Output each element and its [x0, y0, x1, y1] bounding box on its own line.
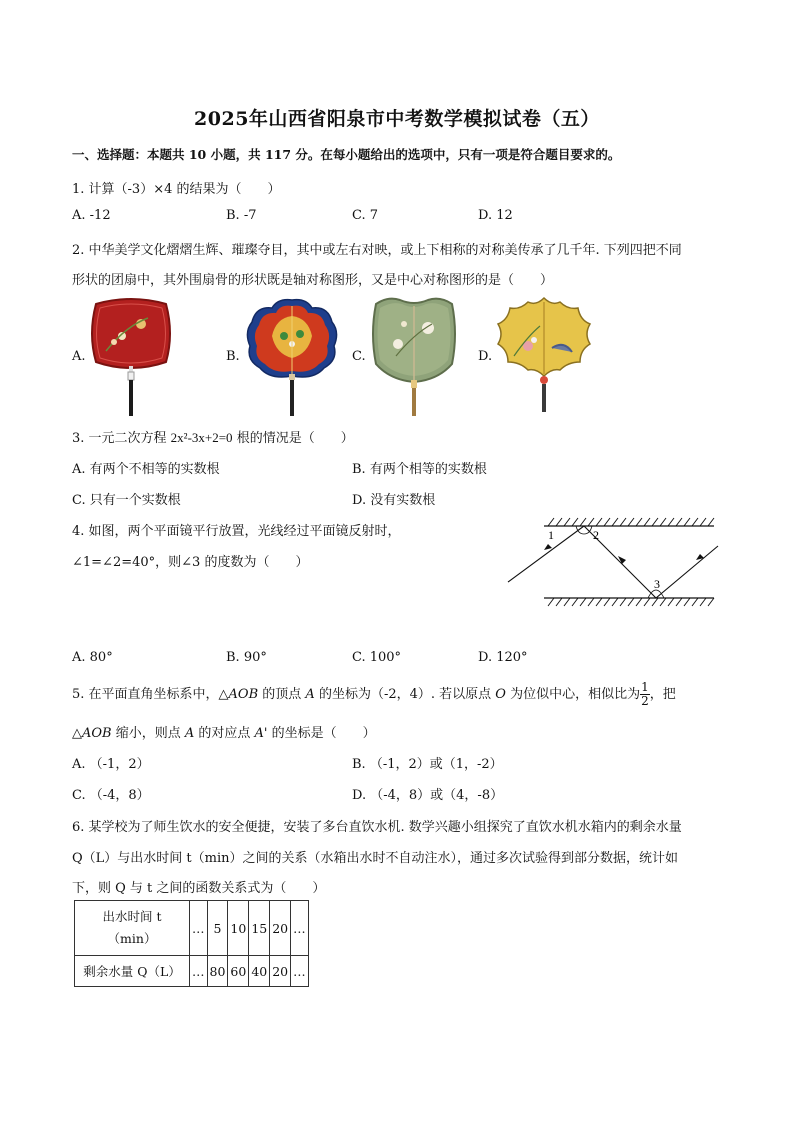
q5-option-d: D. （-4，8）或（4，-8）	[352, 788, 504, 803]
table-header-time: 出水时间 t （min）	[75, 901, 190, 956]
q3-option-c: C. 只有一个实数根	[72, 493, 181, 508]
table-cell: 15	[249, 901, 270, 956]
q3-option-a: A. 有两个不相等的实数根	[72, 462, 220, 477]
q5-option-c: C. （-4，8）	[72, 788, 150, 803]
q1-option-c: C. 7	[352, 208, 379, 223]
mirror-diagram	[500, 512, 725, 612]
table-row	[75, 956, 309, 987]
table-cell: 40	[249, 956, 270, 987]
question-6-line-3: 下，则 Q 与 t 之间的函数关系式为（ ）	[72, 881, 326, 896]
table-cell: …	[190, 956, 208, 987]
q3-equation: 2x²-3x+2=0	[170, 430, 233, 445]
table-cell: 80	[207, 956, 228, 987]
q4-option-a: A. 80°	[72, 650, 113, 665]
ratio-fraction: $\frac{1}{2}$	[641, 680, 649, 708]
q1-option-d: D. 12	[478, 208, 513, 223]
q4-option-d: D. 120°	[478, 650, 528, 665]
water-data-table	[74, 900, 309, 987]
question-4-line-1: 4. 如图，两个平面镜平行放置，光线经过平面镜反射时，	[72, 524, 401, 539]
question-2-line-1: 2. 中华美学文化熠熠生辉、璀璨夺目，其中或左右对映，或上下相称的对称美传承了几千年. 下列四把不同	[72, 243, 682, 258]
q1-option-b: B. -7	[226, 208, 257, 223]
question-6-line-1: 6. 某学校为了师生饮水的安全便捷，安装了多台直饮水机. 数学兴趣小组探究了直饮水机水箱内的剩余水量	[72, 820, 682, 835]
q3-option-b: B. 有两个相等的实数根	[352, 462, 487, 477]
q3-option-d: D. 没有实数根	[352, 493, 436, 508]
fan-d-image	[494, 296, 594, 414]
question-1-stem: 1. 计算（-3）×4 的结果为（ ）	[72, 182, 281, 197]
table-cell: 5	[207, 901, 228, 956]
table-cell: 20	[270, 956, 291, 987]
fan-b-image	[242, 296, 342, 418]
question-5-line-1: 5. 在平面直角坐标系中，△AOB 的顶点 A 的坐标为（-2，4）. 若以原点 O 为位似中心，相似比为 $\frac{1}{2}$ ，把	[72, 680, 676, 708]
table-cell: 60	[228, 956, 249, 987]
fan-c-image	[368, 294, 460, 418]
table-cell: …	[190, 901, 208, 956]
q2-option-c-label: C.	[352, 349, 366, 364]
question-3-stem: 3. 一元二次方程 2x²-3x+2=0 根的情况是（ ）	[72, 430, 354, 446]
page-title: 2025年山西省阳泉市中考数学模拟试卷（五）	[194, 108, 600, 130]
q2-option-b-label: B.	[226, 349, 240, 364]
angle-3-label: 3	[654, 577, 660, 591]
table-cell: …	[291, 901, 309, 956]
question-6-line-2: Q（L）与出水时间 t（min）之间的关系（水箱出水时不自动注水），通过多次试验得到部分数据，统计如	[72, 851, 679, 866]
q5-option-a: A. （-1，2）	[72, 757, 150, 772]
question-4-line-2: ∠1=∠2=40°，则∠3 的度数为（ ）	[72, 555, 309, 570]
table-row	[75, 901, 309, 956]
table-cell: 20	[270, 901, 291, 956]
table-cell: …	[291, 956, 309, 987]
section-heading: 一、选择题：本题共 10 小题，共 117 分。在每小题给出的选项中，只有一项是符合题目要求的。	[72, 147, 621, 162]
q2-option-a-label: A.	[72, 349, 86, 364]
angle-1-label: 1	[548, 528, 554, 542]
table-cell: 10	[228, 901, 249, 956]
question-2-line-2: 形状的团扇中，其外围扇骨的形状既是轴对称图形，又是中心对称图形的是（ ）	[72, 273, 554, 288]
q5-option-b: B. （-1，2）或（1，-2）	[352, 757, 503, 772]
angle-2-label: 2	[593, 528, 599, 542]
question-5-line-2: △AOB 缩小，则点 A 的对应点 A' 的坐标是（ ）	[72, 726, 376, 741]
q4-option-c: C. 100°	[352, 650, 402, 665]
q1-option-a: A. -12	[72, 208, 111, 223]
q2-option-d-label: D.	[478, 349, 493, 364]
q4-option-b: B. 90°	[226, 650, 267, 665]
fan-a-image	[86, 296, 176, 418]
table-header-water: 剩余水量 Q（L）	[75, 956, 190, 987]
